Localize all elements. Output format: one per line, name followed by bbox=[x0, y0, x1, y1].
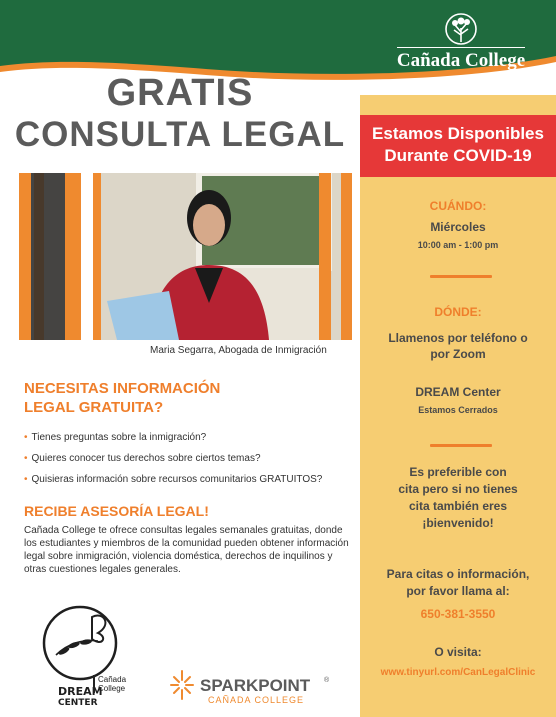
covid-banner bbox=[360, 115, 556, 177]
when-day: Miércoles bbox=[430, 220, 486, 234]
contact-line-1: Para citas o información, bbox=[386, 567, 530, 581]
dream-college-label: Cañada College bbox=[93, 675, 126, 693]
phone-number[interactable]: 650-381-3550 bbox=[420, 607, 496, 621]
college-name: Cañada College bbox=[396, 50, 526, 71]
title-line-1: GRATIS bbox=[106, 72, 254, 114]
or-visit: O visita: bbox=[434, 645, 482, 659]
where-line-1: Llamenos por teléfono o bbox=[388, 331, 528, 345]
list-item: • Tienes preguntas sobre la inmigración? bbox=[24, 432, 207, 443]
contact-text bbox=[360, 566, 556, 600]
appointment-note bbox=[360, 464, 556, 532]
banner-line-1: Estamos Disponibles bbox=[372, 124, 544, 143]
contact-line-2: por favor llama al: bbox=[406, 584, 510, 598]
bullet-icon: • bbox=[24, 453, 28, 464]
bullet-icon: • bbox=[24, 432, 28, 443]
info-heading-line-1: NECESITAS INFORMACIÓN bbox=[24, 380, 221, 397]
note-line-4: ¡bienvenido! bbox=[422, 516, 494, 530]
where-heading: DÓNDE: bbox=[434, 305, 482, 319]
where-text bbox=[360, 330, 556, 362]
website-link[interactable]: www.tinyurl.com/CanLegalClinic bbox=[380, 667, 536, 678]
bullet-icon: • bbox=[24, 474, 28, 485]
sparkpoint-logo bbox=[168, 668, 338, 708]
when-time: 10:00 am - 1:00 pm bbox=[417, 240, 499, 250]
dream-text-1: DREAM bbox=[58, 685, 103, 698]
banner-line-2: Durante COVID-19 bbox=[384, 146, 532, 165]
registered-mark: ® bbox=[324, 677, 330, 684]
divider bbox=[430, 444, 492, 447]
sparkpoint-sub: CAÑADA COLLEGE bbox=[208, 695, 305, 705]
canada-college-logo bbox=[386, 12, 536, 78]
attorney-photo bbox=[19, 173, 352, 340]
info-heading bbox=[24, 379, 220, 417]
list-item: • Quisieras información sobre recursos comunitarios GRATUITOS? bbox=[24, 474, 323, 485]
photo-caption: Maria Segarra, Abogada de Inmigración bbox=[150, 345, 327, 356]
tree-icon bbox=[444, 12, 478, 46]
dream-text-2: CENTER bbox=[58, 698, 98, 707]
where-place: DREAM Center bbox=[415, 385, 501, 399]
help-paragraph: Cañada College te ofrece consultas legales semanales gratuitas, donde los estudiantes y miembros de la comunidad pueden obtener información legal sobre inmigración, violencia doméstica, derechos de inquilinos y otras cuestiones legales generales. bbox=[24, 525, 349, 575]
spark-icon bbox=[171, 671, 193, 699]
info-heading-line-2: LEGAL GRATUITA? bbox=[24, 399, 164, 416]
sparkpoint-name: SPARKPOINT bbox=[200, 676, 311, 695]
note-line-1: Es preferible con bbox=[409, 465, 507, 479]
note-line-3: cita también eres bbox=[408, 499, 508, 513]
where-line-2: por Zoom bbox=[430, 347, 486, 361]
when-heading: CUÁNDO: bbox=[429, 199, 487, 213]
title-line-2: CONSULTA LEGAL bbox=[14, 115, 346, 154]
where-status: Estamos Cerrados bbox=[418, 405, 498, 415]
list-item: • Quieres conocer tus derechos sobre ciertos temas? bbox=[24, 453, 261, 464]
note-line-2: cita pero si no tienes bbox=[398, 482, 518, 496]
help-heading: RECIBE ASESORÍA LEGAL! bbox=[24, 503, 209, 519]
divider bbox=[430, 275, 492, 278]
